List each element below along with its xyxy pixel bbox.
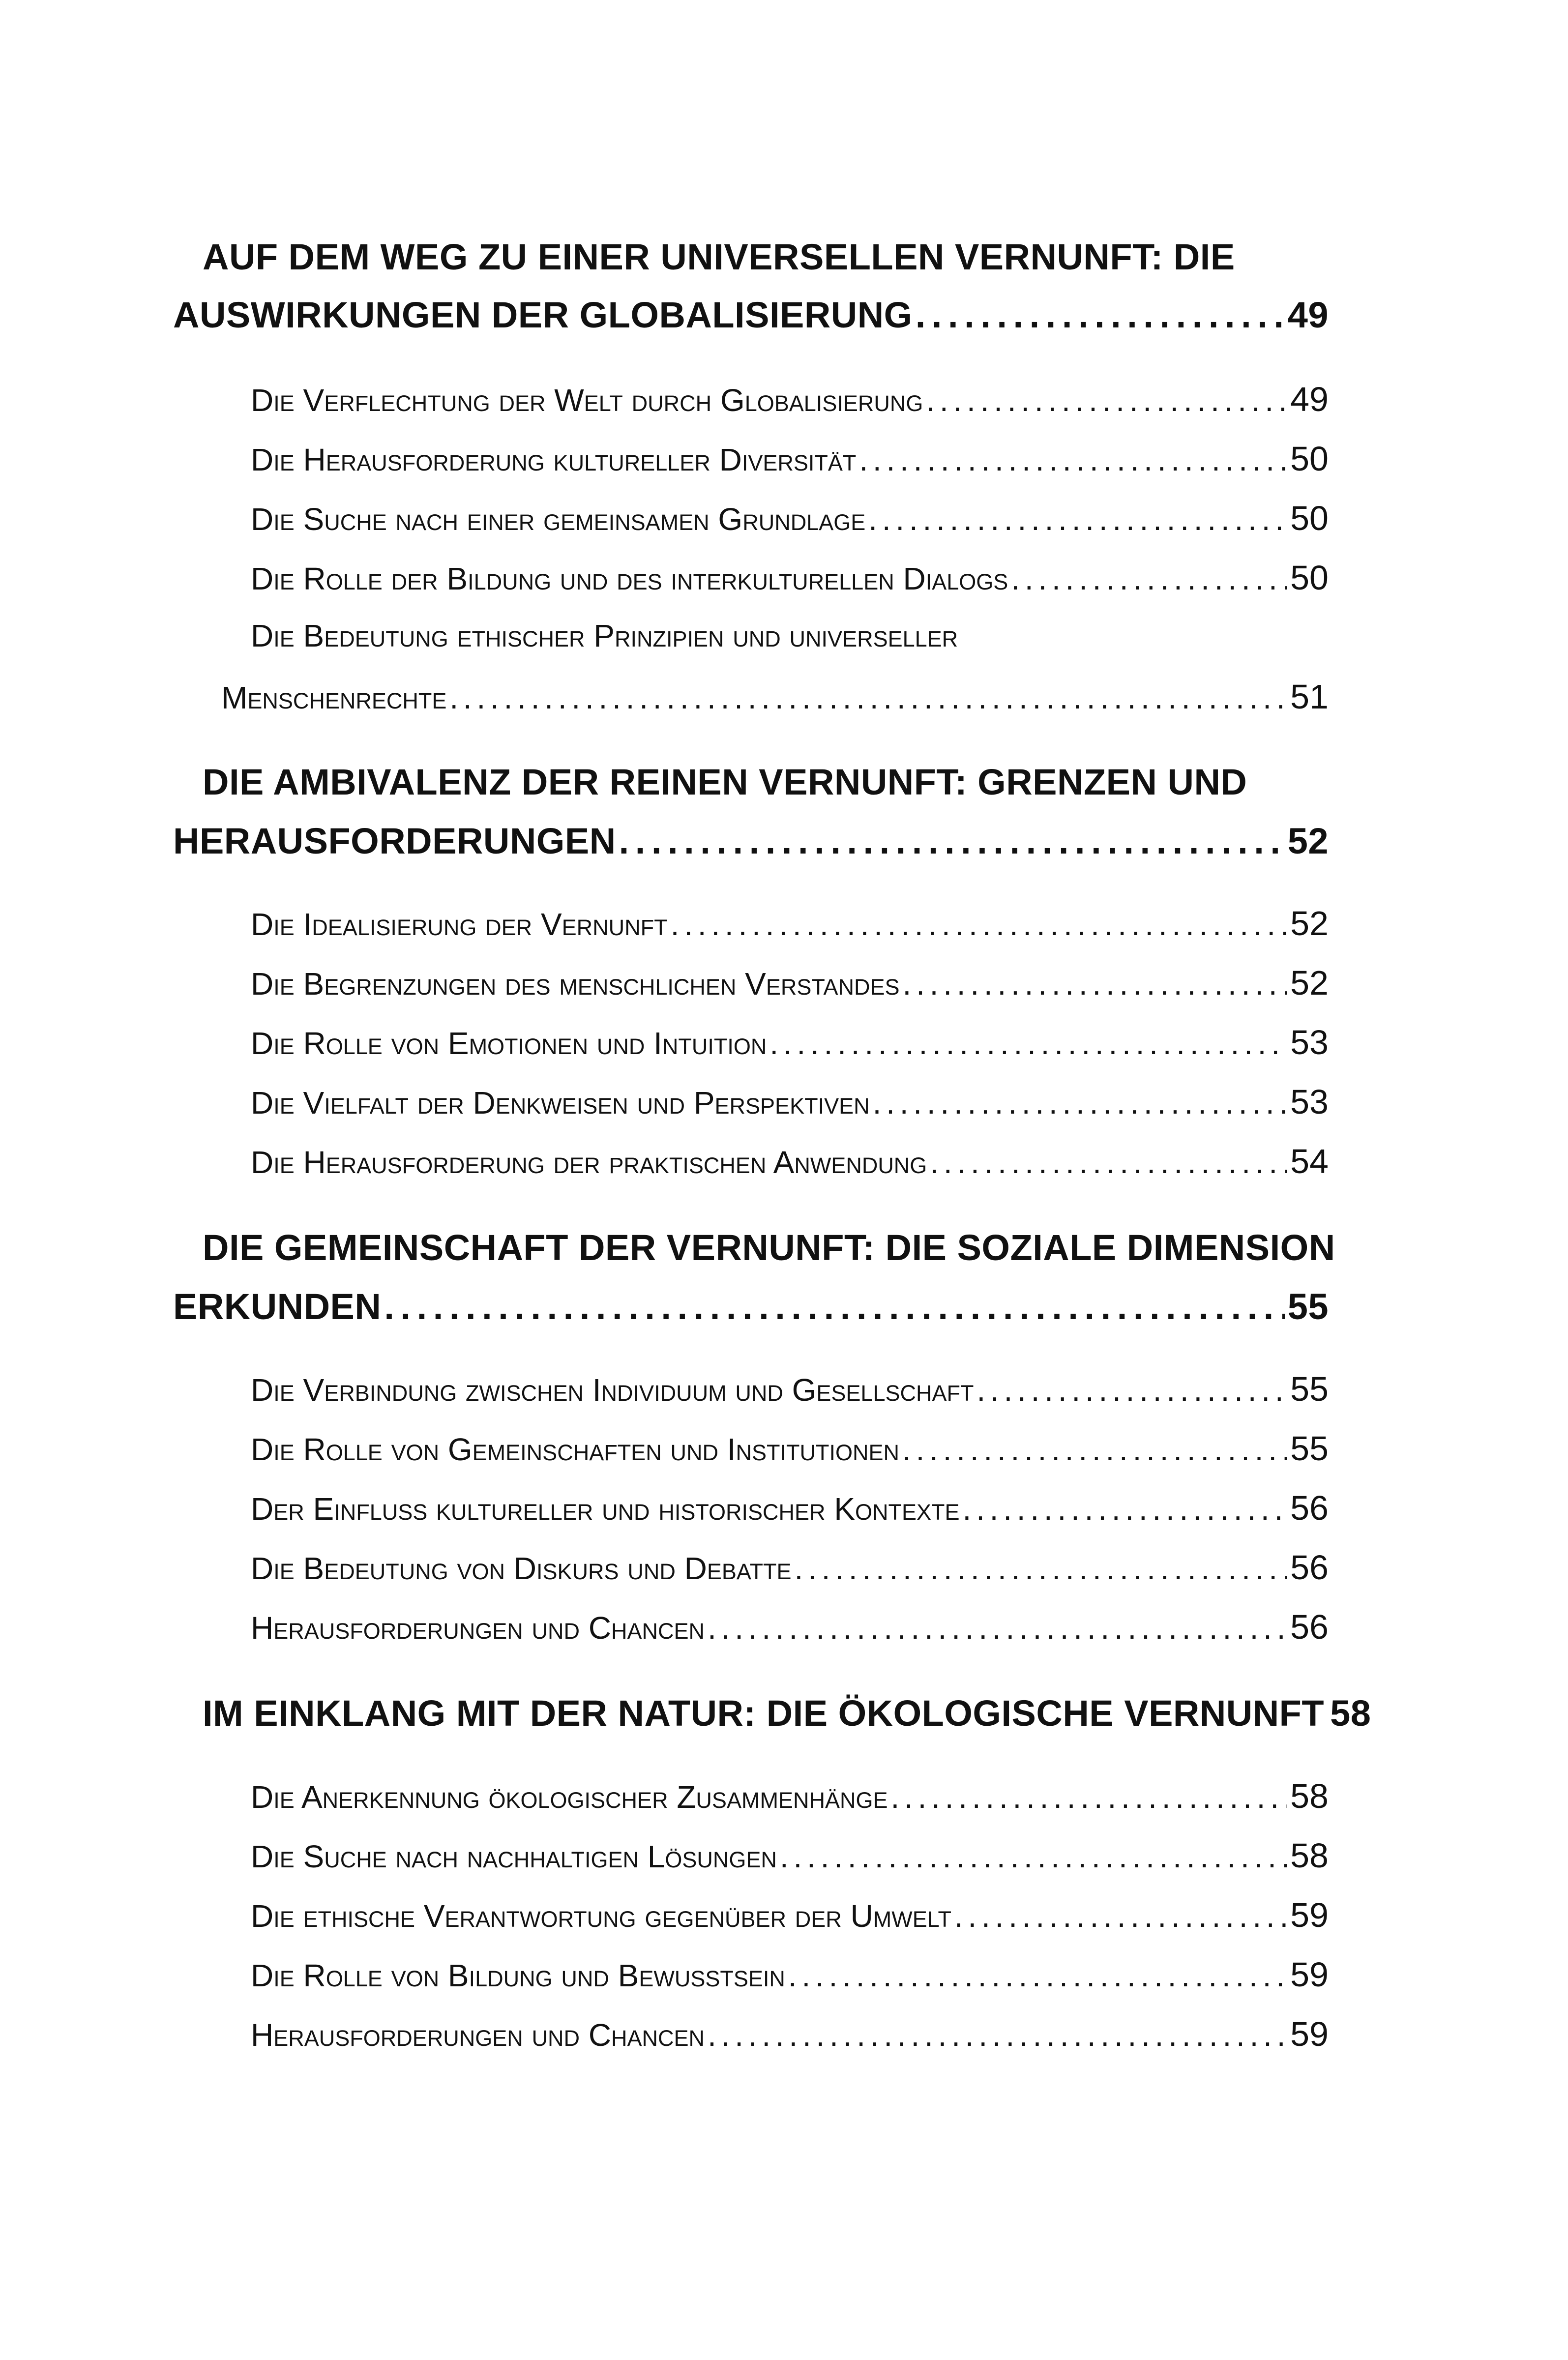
section-line	[251, 1895, 1329, 1935]
section-title: Die Idealisierung der Vernunft	[251, 907, 668, 942]
page-number: 55	[1290, 1370, 1329, 1408]
section-line	[251, 963, 1329, 1003]
chapter-title: AUF DEM WEG ZU EINER UNIVERSELLEN VERNUNFT: DIE	[203, 236, 1235, 277]
dot-leader	[902, 1431, 1287, 1468]
chapter-title: AUSWIRKUNGEN DER GLOBALISIERUNG	[173, 295, 913, 335]
page-number: 52	[1290, 964, 1329, 1002]
section-line	[251, 439, 1329, 478]
chapter-title-line	[203, 236, 1329, 278]
section-title: Die Suche nach einer gemeinsamen Grundlage	[251, 502, 866, 537]
dot-leader	[976, 1372, 1287, 1408]
chapter-title: DIE AMBIVALENZ DER REINEN VERNUNFT: GRENZEN UND	[203, 762, 1247, 802]
dot-leader	[671, 906, 1288, 943]
section-line	[251, 1836, 1329, 1875]
toc-chapter[interactable]	[173, 761, 1329, 879]
section-line	[251, 380, 1329, 419]
page-number: 56	[1290, 1608, 1329, 1646]
section-line	[251, 1607, 1329, 1647]
chapter-title-line	[203, 1692, 1371, 1734]
toc-section[interactable]	[251, 1895, 1329, 1940]
toc-section[interactable]	[251, 1836, 1329, 1880]
dot-leader	[780, 1838, 1287, 1875]
page-number: 53	[1290, 1023, 1329, 1062]
dot-leader	[708, 1610, 1287, 1646]
toc-section[interactable]	[251, 499, 1329, 543]
dot-leader	[1011, 560, 1287, 597]
toc-section[interactable]	[251, 1429, 1329, 1473]
section-line	[251, 904, 1329, 943]
page-number: 54	[1290, 1142, 1329, 1180]
section-line	[251, 499, 1329, 538]
page-number: 58	[1330, 1693, 1371, 1734]
page-number: 49	[1290, 380, 1329, 418]
page-number: 56	[1290, 1489, 1329, 1527]
page-number: 53	[1290, 1083, 1329, 1121]
chapter-title-line	[203, 1227, 1335, 1268]
chapter-title: IM EINKLANG MIT DER NATUR: DIE ÖKOLOGISCHE VERNUNFT	[203, 1693, 1325, 1734]
page-number: 50	[1290, 499, 1329, 537]
section-line	[251, 1369, 1329, 1409]
chapter-title: ERKUNDEN	[173, 1286, 382, 1327]
section-title: Die Rolle von Emotionen und Intuition	[251, 1026, 767, 1061]
chapter-title-line	[173, 1286, 1329, 1328]
dot-leader	[769, 1025, 1287, 1062]
dot-leader	[963, 1491, 1288, 1527]
section-line	[251, 1776, 1329, 1816]
chapter-title: DIE GEMEINSCHAFT DER VERNUNFT: DIE SOZIALE DIMENSION	[203, 1227, 1335, 1268]
dot-leader	[788, 1957, 1287, 1994]
section-title: Die Bedeutung ethischer Prinzipien und universeller	[251, 618, 958, 653]
chapter-title-line	[173, 294, 1329, 336]
section-line	[251, 2014, 1329, 2054]
dot-leader	[926, 382, 1287, 418]
dot-leader	[708, 2017, 1287, 2053]
section-line	[251, 558, 1329, 597]
page-number: 49	[1287, 295, 1329, 335]
toc-section[interactable]	[251, 1607, 1329, 1652]
section-line	[251, 618, 1329, 654]
section-title: Die Rolle der Bildung und des interkulturellen Dialogs	[251, 561, 1008, 596]
section-title: Die Verbindung zwischen Individuum und Gesellschaft	[251, 1372, 974, 1408]
dot-leader	[859, 442, 1287, 478]
toc-section[interactable]	[251, 1776, 1329, 1821]
toc-section[interactable]	[251, 1082, 1329, 1126]
section-title: Die Rolle von Bildung und Bewusstsein	[251, 1958, 785, 1993]
section-title: Herausforderungen und Chancen	[251, 2017, 705, 2053]
page-number: 59	[1290, 1955, 1329, 1994]
page-number: 58	[1290, 1777, 1329, 1815]
page-number: 59	[1290, 2015, 1329, 2053]
section-title: Die Herausforderung kultureller Diversität	[251, 442, 857, 477]
dot-leader	[449, 679, 1287, 716]
section-title: Herausforderungen und Chancen	[251, 1610, 705, 1646]
chapter-title-line	[203, 761, 1329, 803]
toc-chapter[interactable]	[173, 1227, 1335, 1345]
section-title: Die Suche nach nachhaltigen Lösungen	[251, 1839, 777, 1874]
page-number: 50	[1290, 440, 1329, 478]
section-line	[251, 1082, 1329, 1121]
toc-section[interactable]	[251, 558, 1329, 602]
chapter-title: HERAUSFORDERUNGEN	[173, 821, 616, 861]
toc-section[interactable]	[251, 2014, 1329, 2059]
page-number: 56	[1290, 1548, 1329, 1587]
section-title: Die Herausforderung der praktischen Anwendung	[251, 1145, 927, 1180]
section-line	[251, 1955, 1329, 1994]
section-title: Die Bedeutung von Diskurs und Debatte	[251, 1551, 792, 1586]
section-line	[251, 1429, 1329, 1468]
toc-section[interactable]	[251, 1955, 1329, 1999]
page-number: 50	[1290, 559, 1329, 597]
page-number: 58	[1290, 1836, 1329, 1875]
dot-leader	[384, 1286, 1284, 1328]
dot-leader	[903, 966, 1288, 1002]
page-number: 52	[1290, 904, 1329, 943]
toc-section[interactable]	[251, 380, 1329, 424]
section-line	[251, 1023, 1329, 1062]
section-title: Die ethische Verantwortung gegenüber der Umwelt	[251, 1898, 951, 1934]
toc-section[interactable]	[251, 1142, 1329, 1186]
toc-section[interactable]	[251, 963, 1329, 1007]
section-title: Die Verflechtung der Welt durch Globalisierung	[251, 383, 923, 418]
page-number: 51	[1290, 678, 1329, 716]
dot-leader	[954, 1898, 1287, 1934]
section-title: Die Rolle von Gemeinschaften und Institutionen	[251, 1432, 900, 1467]
section-title: Die Begrenzungen des menschlichen Verstandes	[251, 966, 900, 1002]
toc-section[interactable]	[251, 904, 1329, 948]
toc-section[interactable]	[251, 1488, 1329, 1533]
section-line	[251, 1488, 1329, 1528]
toc-section[interactable]	[251, 1548, 1329, 1592]
section-title: Menschenrechte	[221, 680, 447, 715]
toc-chapter[interactable]	[173, 1692, 1371, 1746]
dot-leader	[795, 1550, 1288, 1587]
dot-leader	[890, 1779, 1287, 1815]
section-line	[251, 1142, 1329, 1181]
toc-section[interactable]	[251, 1023, 1329, 1067]
toc-section[interactable]	[251, 1369, 1329, 1414]
page-number: 55	[1287, 1286, 1329, 1327]
section-line	[251, 1548, 1329, 1587]
page-number: 52	[1287, 821, 1329, 861]
dot-leader	[916, 294, 1285, 336]
section-title: Die Vielfalt der Denkweisen und Perspektiven	[251, 1085, 870, 1121]
section-title: Die Anerkennung ökologischer Zusammenhänge	[251, 1779, 888, 1815]
dot-leader	[868, 501, 1287, 537]
page-number: 55	[1290, 1429, 1329, 1468]
toc-section[interactable]	[251, 439, 1329, 483]
section-line	[221, 677, 1329, 716]
dot-leader	[930, 1144, 1287, 1180]
dot-leader	[873, 1085, 1288, 1121]
toc-chapter[interactable]	[173, 236, 1329, 354]
section-title: Der Einfluss kultureller und historischer Kontexte	[251, 1491, 960, 1527]
chapter-title-line	[173, 820, 1329, 862]
toc-section[interactable]	[221, 618, 1329, 726]
dot-leader	[619, 820, 1285, 862]
page-number: 59	[1290, 1896, 1329, 1934]
